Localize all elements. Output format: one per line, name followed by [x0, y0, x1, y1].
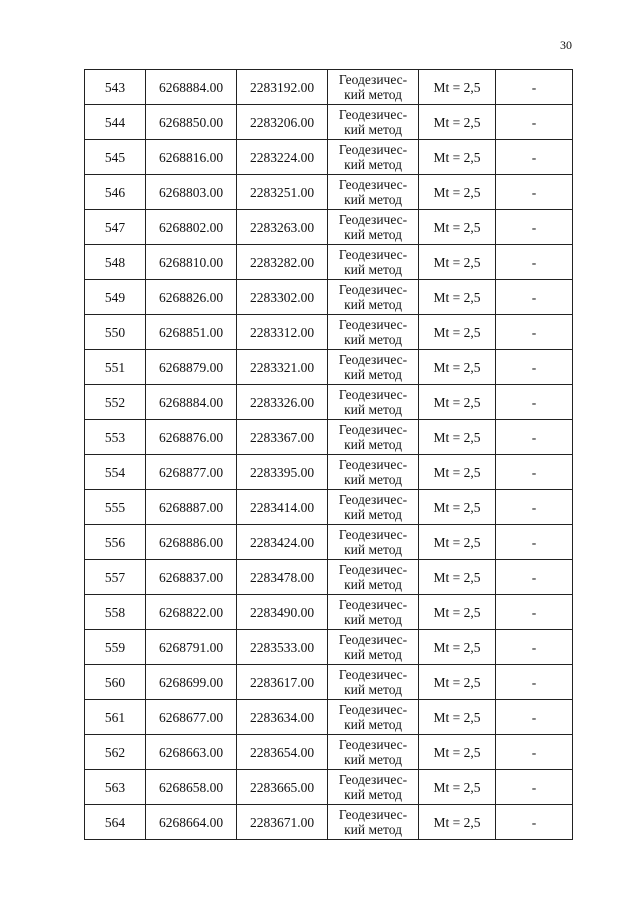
method-text-line2: кий метод	[344, 402, 402, 417]
point-number-cell: 550	[85, 315, 146, 350]
accuracy-cell: Mt = 2,5	[419, 315, 496, 350]
note-cell: -	[496, 175, 573, 210]
y-coordinate-cell: 2283263.00	[237, 210, 328, 245]
x-coordinate-cell: 6268699.00	[146, 665, 237, 700]
table-row	[85, 630, 573, 665]
method-text-line2: кий метод	[344, 297, 402, 312]
method-text-line2: кий метод	[344, 647, 402, 662]
method-text-line2: кий метод	[344, 262, 402, 277]
y-coordinate-cell: 2283251.00	[237, 175, 328, 210]
note-cell: -	[496, 210, 573, 245]
method-cell	[328, 245, 419, 280]
accuracy-cell: Mt = 2,5	[419, 770, 496, 805]
table-row	[85, 140, 573, 175]
method-text-line2: кий метод	[344, 787, 402, 802]
point-number-cell: 545	[85, 140, 146, 175]
method-text-line2: кий метод	[344, 157, 402, 172]
x-coordinate-cell: 6268826.00	[146, 280, 237, 315]
table-row	[85, 595, 573, 630]
method-cell	[328, 70, 419, 105]
accuracy-cell: Mt = 2,5	[419, 385, 496, 420]
note-cell: -	[496, 420, 573, 455]
method-text-line2: кий метод	[344, 752, 402, 767]
method-text-line1: Геодезичес-	[338, 72, 408, 87]
y-coordinate-cell: 2283671.00	[237, 805, 328, 840]
method-text-line2: кий метод	[344, 227, 402, 242]
accuracy-cell: Mt = 2,5	[419, 490, 496, 525]
note-cell: -	[496, 350, 573, 385]
point-number-cell: 546	[85, 175, 146, 210]
method-text-line1: Геодезичес-	[338, 177, 408, 192]
table-row	[85, 490, 573, 525]
method-text-line2: кий метод	[344, 577, 402, 592]
y-coordinate-cell: 2283478.00	[237, 560, 328, 595]
y-coordinate-cell: 2283617.00	[237, 665, 328, 700]
method-text-line1: Геодезичес-	[338, 667, 408, 682]
accuracy-cell: Mt = 2,5	[419, 665, 496, 700]
table-row	[85, 770, 573, 805]
note-cell: -	[496, 595, 573, 630]
note-cell: -	[496, 490, 573, 525]
x-coordinate-cell: 6268822.00	[146, 595, 237, 630]
point-number-cell: 543	[85, 70, 146, 105]
note-cell: -	[496, 105, 573, 140]
point-number-cell: 549	[85, 280, 146, 315]
table-row	[85, 735, 573, 770]
x-coordinate-cell: 6268884.00	[146, 70, 237, 105]
y-coordinate-cell: 2283634.00	[237, 700, 328, 735]
method-text-line2: кий метод	[344, 332, 402, 347]
note-cell: -	[496, 385, 573, 420]
method-cell	[328, 140, 419, 175]
method-text-line2: кий метод	[344, 822, 402, 837]
method-text-line2: кий метод	[344, 192, 402, 207]
method-cell	[328, 315, 419, 350]
point-number-cell: 556	[85, 525, 146, 560]
method-text-line1: Геодезичес-	[338, 422, 408, 437]
accuracy-cell: Mt = 2,5	[419, 805, 496, 840]
x-coordinate-cell: 6268877.00	[146, 455, 237, 490]
note-cell: -	[496, 630, 573, 665]
table-row	[85, 665, 573, 700]
method-text-line2: кий метод	[344, 542, 402, 557]
table-row	[85, 420, 573, 455]
table-row	[85, 385, 573, 420]
note-cell: -	[496, 140, 573, 175]
y-coordinate-cell: 2283302.00	[237, 280, 328, 315]
method-cell	[328, 735, 419, 770]
y-coordinate-cell: 2283312.00	[237, 315, 328, 350]
x-coordinate-cell: 6268887.00	[146, 490, 237, 525]
y-coordinate-cell: 2283321.00	[237, 350, 328, 385]
accuracy-cell: Mt = 2,5	[419, 280, 496, 315]
method-cell	[328, 455, 419, 490]
coordinates-table	[84, 69, 573, 840]
table-row	[85, 245, 573, 280]
accuracy-cell: Mt = 2,5	[419, 630, 496, 665]
method-cell	[328, 595, 419, 630]
x-coordinate-cell: 6268816.00	[146, 140, 237, 175]
method-text-line1: Геодезичес-	[338, 387, 408, 402]
table-row	[85, 280, 573, 315]
point-number-cell: 564	[85, 805, 146, 840]
x-coordinate-cell: 6268837.00	[146, 560, 237, 595]
y-coordinate-cell: 2283282.00	[237, 245, 328, 280]
method-text-line1: Геодезичес-	[338, 492, 408, 507]
method-cell	[328, 280, 419, 315]
method-cell	[328, 665, 419, 700]
method-cell	[328, 175, 419, 210]
method-cell	[328, 210, 419, 245]
note-cell: -	[496, 280, 573, 315]
method-text-line1: Геодезичес-	[338, 737, 408, 752]
y-coordinate-cell: 2283395.00	[237, 455, 328, 490]
method-text-line1: Геодезичес-	[338, 807, 408, 822]
method-text-line1: Геодезичес-	[338, 247, 408, 262]
x-coordinate-cell: 6268886.00	[146, 525, 237, 560]
note-cell: -	[496, 770, 573, 805]
table-row	[85, 105, 573, 140]
table-row	[85, 350, 573, 385]
point-number-cell: 547	[85, 210, 146, 245]
x-coordinate-cell: 6268851.00	[146, 315, 237, 350]
note-cell: -	[496, 525, 573, 560]
point-number-cell: 554	[85, 455, 146, 490]
x-coordinate-cell: 6268879.00	[146, 350, 237, 385]
note-cell: -	[496, 315, 573, 350]
y-coordinate-cell: 2283326.00	[237, 385, 328, 420]
page-number: 30	[560, 38, 572, 52]
accuracy-cell: Mt = 2,5	[419, 210, 496, 245]
method-text-line2: кий метод	[344, 87, 402, 102]
y-coordinate-cell: 2283224.00	[237, 140, 328, 175]
method-text-line1: Геодезичес-	[338, 702, 408, 717]
point-number-cell: 548	[85, 245, 146, 280]
method-cell	[328, 805, 419, 840]
method-text-line2: кий метод	[344, 122, 402, 137]
accuracy-cell: Mt = 2,5	[419, 455, 496, 490]
note-cell: -	[496, 805, 573, 840]
accuracy-cell: Mt = 2,5	[419, 350, 496, 385]
coordinates-table-body	[85, 70, 573, 840]
method-text-line2: кий метод	[344, 472, 402, 487]
method-cell	[328, 560, 419, 595]
point-number-cell: 560	[85, 665, 146, 700]
accuracy-cell: Mt = 2,5	[419, 175, 496, 210]
method-text-line1: Геодезичес-	[338, 352, 408, 367]
point-number-cell: 555	[85, 490, 146, 525]
point-number-cell: 558	[85, 595, 146, 630]
x-coordinate-cell: 6268663.00	[146, 735, 237, 770]
point-number-cell: 562	[85, 735, 146, 770]
y-coordinate-cell: 2283490.00	[237, 595, 328, 630]
table-row	[85, 175, 573, 210]
method-text-line2: кий метод	[344, 717, 402, 732]
note-cell: -	[496, 455, 573, 490]
point-number-cell: 559	[85, 630, 146, 665]
method-text-line1: Геодезичес-	[338, 142, 408, 157]
point-number-cell: 544	[85, 105, 146, 140]
method-cell	[328, 630, 419, 665]
table-row	[85, 455, 573, 490]
accuracy-cell: Mt = 2,5	[419, 700, 496, 735]
x-coordinate-cell: 6268677.00	[146, 700, 237, 735]
method-text-line1: Геодезичес-	[338, 282, 408, 297]
method-text-line2: кий метод	[344, 507, 402, 522]
x-coordinate-cell: 6268802.00	[146, 210, 237, 245]
x-coordinate-cell: 6268810.00	[146, 245, 237, 280]
accuracy-cell: Mt = 2,5	[419, 525, 496, 560]
method-text-line1: Геодезичес-	[338, 562, 408, 577]
method-text-line1: Геодезичес-	[338, 212, 408, 227]
y-coordinate-cell: 2283533.00	[237, 630, 328, 665]
method-cell	[328, 770, 419, 805]
point-number-cell: 553	[85, 420, 146, 455]
x-coordinate-cell: 6268658.00	[146, 770, 237, 805]
method-text-line1: Геодезичес-	[338, 527, 408, 542]
method-text-line2: кий метод	[344, 612, 402, 627]
x-coordinate-cell: 6268876.00	[146, 420, 237, 455]
method-cell	[328, 700, 419, 735]
point-number-cell: 552	[85, 385, 146, 420]
y-coordinate-cell: 2283654.00	[237, 735, 328, 770]
method-cell	[328, 385, 419, 420]
point-number-cell: 551	[85, 350, 146, 385]
table-row	[85, 525, 573, 560]
method-text-line1: Геодезичес-	[338, 772, 408, 787]
accuracy-cell: Mt = 2,5	[419, 245, 496, 280]
point-number-cell: 563	[85, 770, 146, 805]
x-coordinate-cell: 6268664.00	[146, 805, 237, 840]
method-text-line1: Геодезичес-	[338, 632, 408, 647]
method-cell	[328, 525, 419, 560]
note-cell: -	[496, 735, 573, 770]
x-coordinate-cell: 6268884.00	[146, 385, 237, 420]
accuracy-cell: Mt = 2,5	[419, 595, 496, 630]
method-text-line2: кий метод	[344, 682, 402, 697]
method-text-line1: Геодезичес-	[338, 317, 408, 332]
point-number-cell: 561	[85, 700, 146, 735]
accuracy-cell: Mt = 2,5	[419, 70, 496, 105]
note-cell: -	[496, 700, 573, 735]
table-row	[85, 560, 573, 595]
y-coordinate-cell: 2283206.00	[237, 105, 328, 140]
note-cell: -	[496, 665, 573, 700]
point-number-cell: 557	[85, 560, 146, 595]
method-cell	[328, 350, 419, 385]
accuracy-cell: Mt = 2,5	[419, 735, 496, 770]
note-cell: -	[496, 70, 573, 105]
method-text-line2: кий метод	[344, 437, 402, 452]
method-cell	[328, 105, 419, 140]
method-cell	[328, 420, 419, 455]
method-text-line2: кий метод	[344, 367, 402, 382]
x-coordinate-cell: 6268791.00	[146, 630, 237, 665]
accuracy-cell: Mt = 2,5	[419, 420, 496, 455]
method-text-line1: Геодезичес-	[338, 107, 408, 122]
method-text-line1: Геодезичес-	[338, 597, 408, 612]
y-coordinate-cell: 2283665.00	[237, 770, 328, 805]
accuracy-cell: Mt = 2,5	[419, 105, 496, 140]
accuracy-cell: Mt = 2,5	[419, 140, 496, 175]
table-row	[85, 315, 573, 350]
x-coordinate-cell: 6268850.00	[146, 105, 237, 140]
y-coordinate-cell: 2283424.00	[237, 525, 328, 560]
y-coordinate-cell: 2283192.00	[237, 70, 328, 105]
note-cell: -	[496, 560, 573, 595]
method-text-line1: Геодезичес-	[338, 457, 408, 472]
table-row	[85, 70, 573, 105]
y-coordinate-cell: 2283414.00	[237, 490, 328, 525]
table-row	[85, 805, 573, 840]
method-cell	[328, 490, 419, 525]
table-row	[85, 700, 573, 735]
y-coordinate-cell: 2283367.00	[237, 420, 328, 455]
x-coordinate-cell: 6268803.00	[146, 175, 237, 210]
accuracy-cell: Mt = 2,5	[419, 560, 496, 595]
note-cell: -	[496, 245, 573, 280]
table-row	[85, 210, 573, 245]
